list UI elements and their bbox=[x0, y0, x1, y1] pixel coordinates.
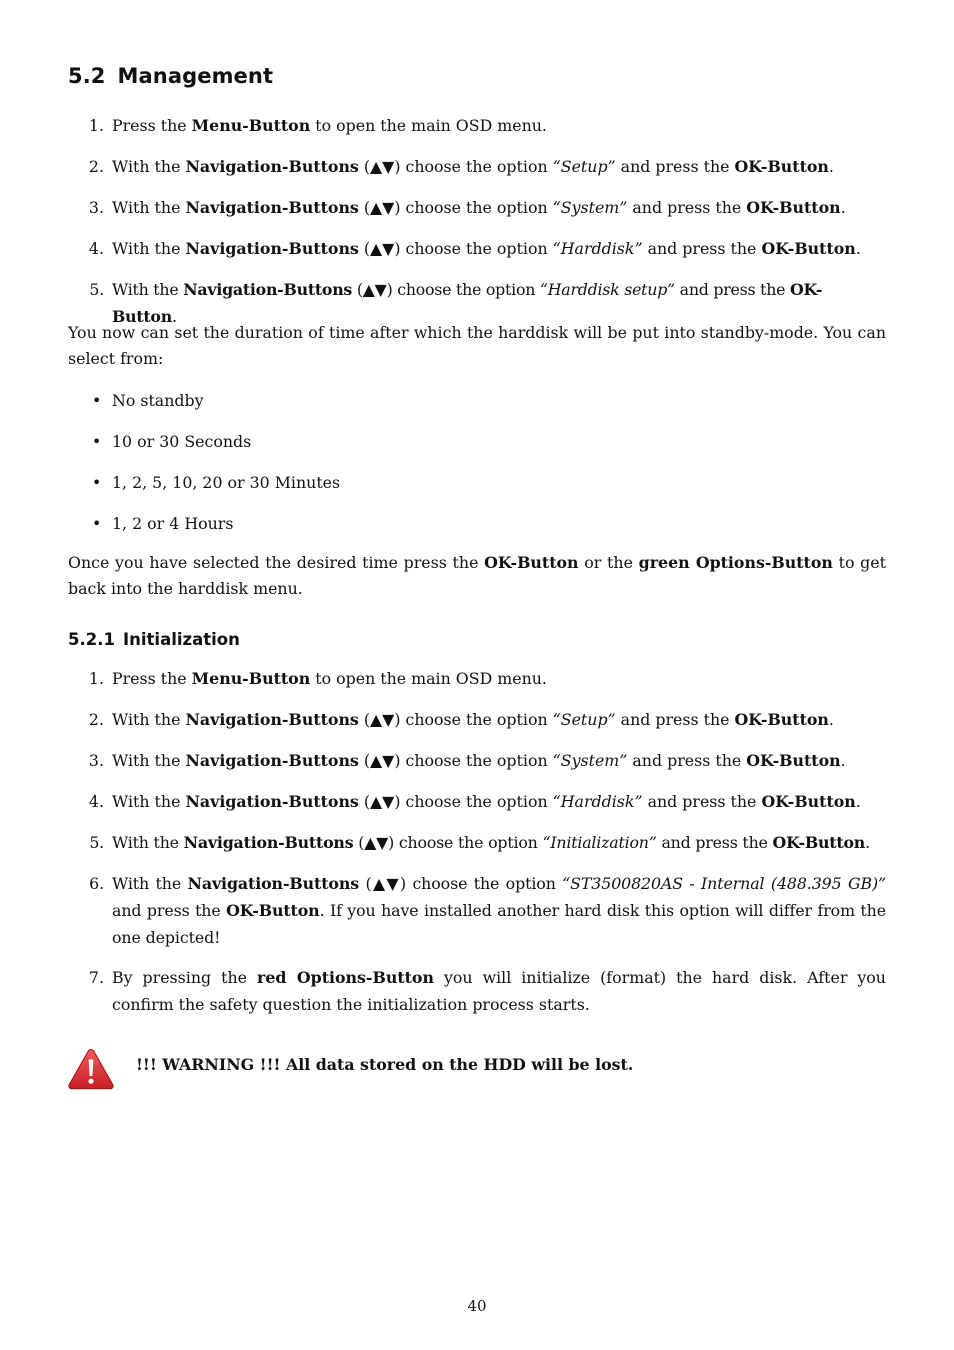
after-paragraph bbox=[68, 550, 886, 602]
para-text: or the bbox=[584, 553, 633, 572]
step-bold: Navigation-Buttons bbox=[185, 710, 359, 729]
para-bold: OK-Button bbox=[484, 553, 579, 572]
list-marker: 2. bbox=[88, 710, 104, 729]
step-text: . bbox=[171, 307, 177, 326]
standby-options-list bbox=[68, 387, 886, 551]
step-text: and press the bbox=[620, 157, 730, 176]
menu-option: “Setup” bbox=[552, 157, 616, 176]
step-text: choose the option bbox=[405, 751, 548, 770]
list-item bbox=[68, 194, 886, 235]
list-item bbox=[68, 276, 886, 326]
step-text: to open the main OSD menu. bbox=[315, 669, 547, 688]
step-text: With the bbox=[112, 792, 181, 811]
section-number: 5.2 bbox=[68, 64, 106, 88]
step-text: and press the bbox=[647, 792, 757, 811]
steps-list-initialization bbox=[68, 665, 886, 1018]
list-item bbox=[68, 747, 886, 788]
section-title: Management bbox=[117, 64, 274, 88]
step-text: you will initialize (format) the hard disk. After you confirm the safety question the initialization process starts. bbox=[112, 968, 886, 1014]
subsection-title: Initialization bbox=[122, 630, 240, 649]
arrows-glyph: (▲▼) bbox=[358, 833, 395, 852]
menu-option: “ST3500820AS - Internal (488.395 GB)” bbox=[562, 874, 887, 893]
step-bold: Navigation-Buttons bbox=[183, 280, 353, 299]
list-marker: 4. bbox=[88, 239, 104, 258]
list-item bbox=[68, 510, 886, 551]
list-item bbox=[68, 387, 886, 428]
step-text: . bbox=[855, 792, 861, 811]
step-bold: Navigation-Buttons bbox=[185, 751, 359, 770]
step-bold: OK-Button bbox=[734, 710, 829, 729]
step-text: Press the bbox=[112, 116, 187, 135]
step-bold: OK-Button bbox=[772, 833, 866, 852]
step-text: choose the option bbox=[405, 198, 548, 217]
arrows-glyph: (▲▼) bbox=[363, 792, 401, 811]
menu-option: “Initialization” bbox=[542, 833, 657, 852]
section-heading bbox=[68, 64, 273, 88]
arrows-glyph: (▲▼) bbox=[363, 751, 401, 770]
menu-option: “Setup” bbox=[552, 710, 616, 729]
bullet-marker: • bbox=[92, 432, 102, 451]
steps-list-management bbox=[68, 112, 886, 326]
step-text: . bbox=[855, 239, 861, 258]
step-text: and press the bbox=[632, 198, 742, 217]
list-marker: 1. bbox=[88, 116, 104, 135]
list-item bbox=[68, 235, 886, 276]
step-text: choose the option bbox=[405, 710, 548, 729]
list-marker: 1. bbox=[88, 669, 104, 688]
list-marker: 2. bbox=[88, 157, 104, 176]
arrows-glyph: (▲▼) bbox=[365, 874, 407, 893]
step-text: With the bbox=[112, 280, 179, 299]
step-bold: Navigation-Buttons bbox=[185, 792, 359, 811]
step-bold: OK-Button bbox=[761, 792, 856, 811]
step-bold: OK-Button bbox=[761, 239, 856, 258]
step-text: choose the option bbox=[405, 239, 548, 258]
warning-text: !!! WARNING !!! All data stored on the HDD will be lost. bbox=[136, 1055, 634, 1074]
list-item bbox=[68, 788, 886, 829]
list-marker: 7. bbox=[88, 968, 104, 987]
list-marker: 3. bbox=[88, 751, 104, 770]
menu-option: “System” bbox=[552, 198, 628, 217]
step-text: . bbox=[828, 710, 834, 729]
step-text: . bbox=[840, 198, 846, 217]
list-marker: 5. bbox=[89, 833, 104, 852]
arrows-glyph: (▲▼) bbox=[363, 710, 401, 729]
step-text: choose the option bbox=[412, 874, 556, 893]
step-text: With the bbox=[112, 198, 181, 217]
list-item bbox=[68, 112, 886, 153]
list-item bbox=[68, 964, 886, 1018]
list-marker: 4. bbox=[88, 792, 104, 811]
step-text: . bbox=[840, 751, 846, 770]
warning-triangle-icon bbox=[68, 1048, 114, 1090]
step-bold: Navigation-Buttons bbox=[183, 833, 354, 852]
step-text: and press the bbox=[112, 901, 221, 920]
bullet-marker: • bbox=[92, 473, 102, 492]
step-text: choose the option bbox=[398, 833, 538, 852]
step-text: With the bbox=[112, 833, 179, 852]
step-bold: Navigation-Buttons bbox=[185, 157, 359, 176]
para-bold: green Options-Button bbox=[638, 553, 833, 572]
bullet-text: No standby bbox=[112, 391, 204, 410]
list-item bbox=[68, 706, 886, 747]
subsection-heading bbox=[68, 630, 240, 649]
arrows-glyph: (▲▼) bbox=[363, 157, 401, 176]
menu-option: “System” bbox=[552, 751, 628, 770]
step-bold: red Options-Button bbox=[257, 968, 434, 987]
step-text: With the bbox=[112, 874, 182, 893]
arrows-glyph: (▲▼) bbox=[363, 198, 401, 217]
bullet-marker: • bbox=[92, 514, 102, 533]
bullet-text: 1, 2 or 4 Hours bbox=[112, 514, 234, 533]
step-bold: Menu-Button bbox=[191, 669, 311, 688]
list-marker: 6. bbox=[89, 874, 104, 893]
step-text: Press the bbox=[112, 669, 187, 688]
step-bold: Navigation-Buttons bbox=[185, 239, 359, 258]
list-marker: 5. bbox=[89, 280, 104, 299]
step-text: and press the bbox=[647, 239, 757, 258]
step-text: choose the option bbox=[405, 157, 548, 176]
page-number: 40 bbox=[467, 1297, 487, 1315]
step-text: With the bbox=[112, 751, 181, 770]
step-text: and press the bbox=[661, 833, 768, 852]
list-item bbox=[68, 665, 886, 706]
para-text: to get back into the harddisk menu. bbox=[68, 553, 886, 598]
step-bold: Navigation-Buttons bbox=[185, 198, 359, 217]
list-item bbox=[68, 829, 886, 870]
step-text: and press the bbox=[620, 710, 730, 729]
bullet-marker: • bbox=[92, 391, 102, 410]
step-text: choose the option bbox=[405, 792, 548, 811]
step-text: . If you have installed another hard disk this option will differ from the one depicted! bbox=[112, 901, 886, 947]
bullet-text: 1, 2, 5, 10, 20 or 30 Minutes bbox=[112, 473, 341, 492]
list-item bbox=[68, 469, 886, 510]
menu-option: “Harddisk setup” bbox=[539, 280, 675, 299]
step-text: to open the main OSD menu. bbox=[315, 116, 547, 135]
list-item bbox=[68, 428, 886, 469]
bullet-text: 10 or 30 Seconds bbox=[112, 432, 252, 451]
step-bold: OK-Button bbox=[746, 751, 841, 770]
step-text: and press the bbox=[632, 751, 742, 770]
step-bold: Menu-Button bbox=[191, 116, 311, 135]
step-text: choose the option bbox=[397, 280, 536, 299]
list-item bbox=[68, 153, 886, 194]
intro-paragraph: You now can set the duration of time after which the harddisk will be put into standby-mode. You can select from: bbox=[68, 323, 886, 368]
step-bold: OK-Button bbox=[746, 198, 841, 217]
step-text: and press the bbox=[679, 280, 786, 299]
step-bold: OK-Button bbox=[734, 157, 829, 176]
step-bold: Navigation-Buttons bbox=[187, 874, 360, 893]
step-bold: OK-Button bbox=[112, 280, 823, 326]
step-text: . bbox=[865, 833, 870, 852]
step-bold: OK-Button bbox=[226, 901, 320, 920]
list-marker: 3. bbox=[88, 198, 104, 217]
list-item bbox=[68, 870, 886, 964]
menu-option: “Harddisk” bbox=[552, 239, 643, 258]
step-text: With the bbox=[112, 710, 181, 729]
step-text: By pressing the bbox=[112, 968, 247, 987]
arrows-glyph: (▲▼) bbox=[356, 280, 393, 299]
para-text: Once you have selected the desired time press the bbox=[68, 553, 479, 572]
subsection-number: 5.2.1 bbox=[68, 630, 115, 649]
step-text: With the bbox=[112, 157, 181, 176]
step-text: With the bbox=[112, 239, 181, 258]
menu-option: “Harddisk” bbox=[552, 792, 643, 811]
arrows-glyph: (▲▼) bbox=[363, 239, 401, 258]
step-text: . bbox=[828, 157, 834, 176]
